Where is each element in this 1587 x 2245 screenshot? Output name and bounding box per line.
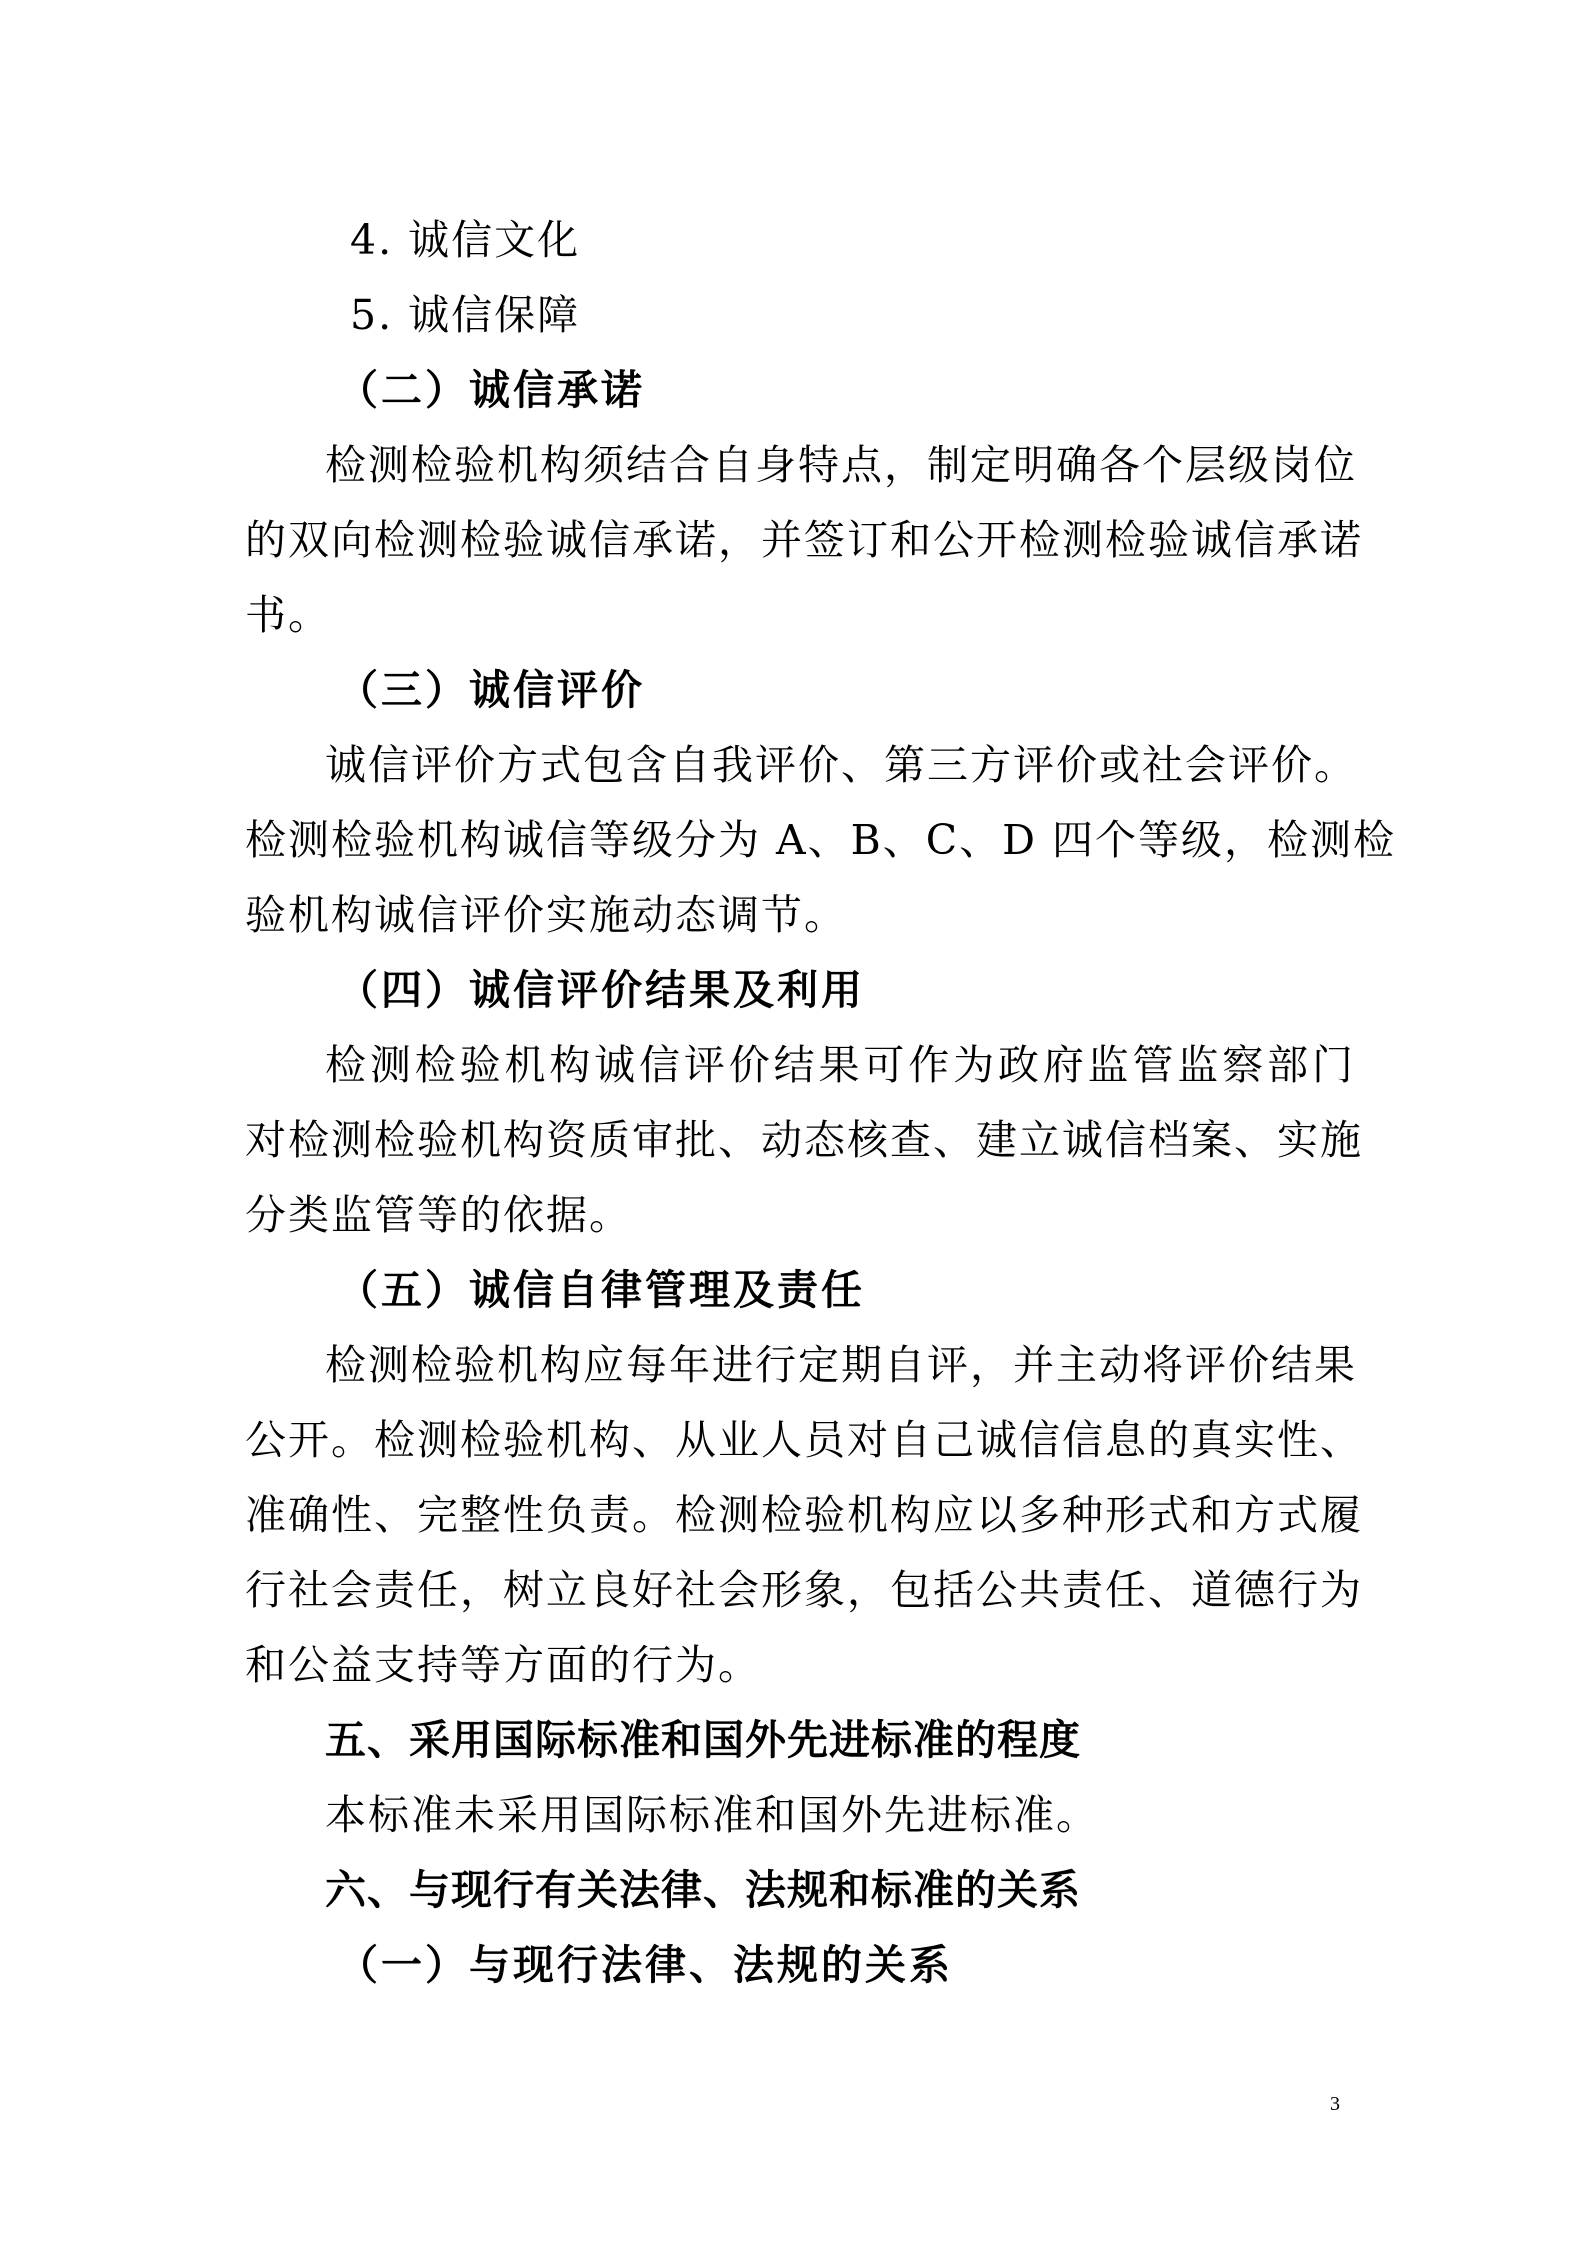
list-item-integrity-culture: 4. 诚信文化 xyxy=(350,216,581,264)
subheading-self-discipline: （五）诚信自律管理及责任 xyxy=(337,1266,865,1314)
paragraph-line: 检测检验机构须结合自身特点，制定明确各个层级岗位 xyxy=(325,441,1357,489)
paragraph-line: 检测检验机构应每年进行定期自评，并主动将评价结果 xyxy=(325,1341,1357,1389)
paragraph-line: 检测检验机构诚信等级分为 A、B、C、D 四个等级，检测检 xyxy=(245,816,1397,864)
paragraph-line: 本标准未采用国际标准和国外先进标准。 xyxy=(325,1791,1099,1839)
subheading-integrity-evaluation: （三）诚信评价 xyxy=(337,666,645,714)
paragraph-line: 对检测检验机构资质审批、动态核查、建立诚信档案、实施 xyxy=(245,1116,1363,1164)
page-number: 3 xyxy=(1330,2093,1340,2115)
paragraph-line: 诚信评价方式包含自我评价、第三方评价或社会评价。 xyxy=(325,741,1357,789)
paragraph-line: 分类监管等的依据。 xyxy=(245,1191,632,1239)
paragraph-line: 准确性、完整性负责。检测检验机构应以多种形式和方式履 xyxy=(245,1491,1363,1539)
list-item-integrity-guarantee: 5. 诚信保障 xyxy=(350,291,581,339)
subheading-laws-relation: （一）与现行法律、法规的关系 xyxy=(337,1941,953,1989)
paragraph-line: 的双向检测检验诚信承诺，并签订和公开检测检验诚信承诺 xyxy=(245,516,1363,564)
paragraph-line: 公开。检测检验机构、从业人员对自己诚信信息的真实性、 xyxy=(245,1416,1363,1464)
subheading-integrity-commitment: （二）诚信承诺 xyxy=(337,366,645,414)
paragraph-line: 行社会责任，树立良好社会形象，包括公共责任、道德行为 xyxy=(245,1566,1363,1614)
paragraph-line: 书。 xyxy=(245,591,331,639)
section-heading-laws-relation: 六、与现行有关法律、法规和标准的关系 xyxy=(325,1866,1081,1914)
paragraph-line: 和公益支持等方面的行为。 xyxy=(245,1641,761,1689)
paragraph-line: 验机构诚信评价实施动态调节。 xyxy=(245,891,847,939)
paragraph-line: 检测检验机构诚信评价结果可作为政府监管监察部门 xyxy=(325,1041,1355,1089)
subheading-evaluation-results: （四）诚信评价结果及利用 xyxy=(337,966,865,1014)
section-heading-international-standards: 五、采用国际标准和国外先进标准的程度 xyxy=(325,1716,1081,1764)
